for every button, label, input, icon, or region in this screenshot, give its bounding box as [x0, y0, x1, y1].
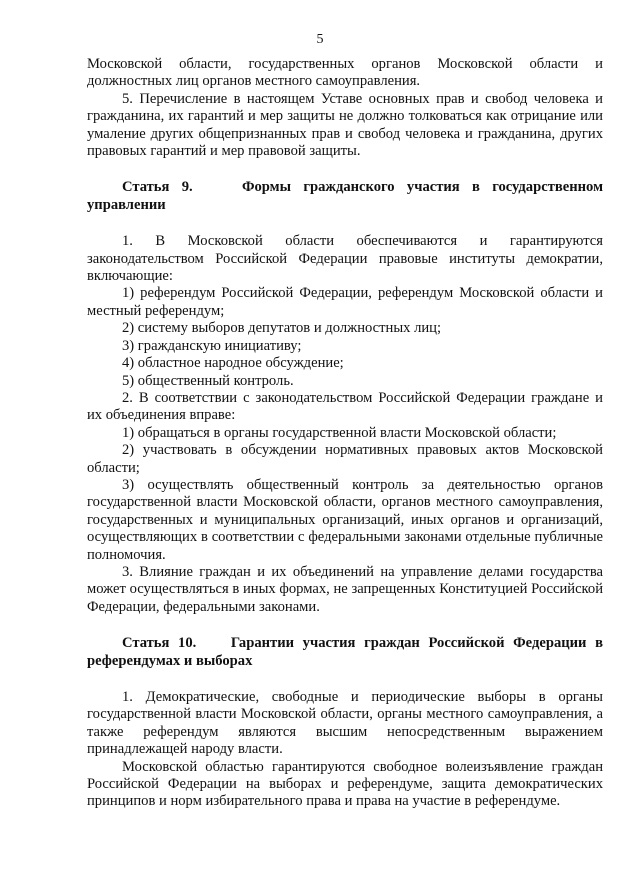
article-10-paragraph-2: Московской областью гарантируются свободное волеизъявление граждан Российской Федерации на выборах и референдуме, защита демократических принципов и норм избирательного права и права на участие в референдуме. — [87, 758, 603, 810]
article-10-label: Статья 10. — [122, 635, 197, 652]
article-9-paragraph-1: 1. В Московской области обеспечиваются и гарантируются законодательством Российской Федерации правовые институты демократии, включающие: — [87, 233, 603, 285]
article-9-paragraph-3: 3. Влияние граждан и их объединений на управление делами государства может осуществляться в иных формах, не запрещенных Конституцией Российской Федерации, федеральными законами. — [87, 563, 603, 615]
list-item: 3) гражданскую инициативу; — [122, 337, 302, 354]
continuation-paragraph: Московской области, государственных органов Московской области и должностных лиц органов местного самоуправления. — [87, 56, 603, 90]
article-9-paragraph-2: 2. В соответствии с законодательством Российской Федерации граждане и их объединения вправе: — [87, 389, 603, 424]
page-number: 5 — [316, 32, 324, 47]
article-9-heading — [87, 179, 603, 214]
article-9-title: Формы гражданского участия в государственном управлении — [87, 179, 604, 213]
list-item: 4) областное народное обсуждение; — [122, 355, 344, 372]
list-item: 2) участвовать в обсуждении нормативных правовых актов Московской области; — [87, 442, 603, 476]
list-item: 3) осуществлять общественный контроль за деятельностью органов государственной власти Московской области, органов местного самоуправления, государственных и муниципальных организаций, иных органов и организаций, осуществляющих в соответствии с федеральными законами отдельные публичные полномочия. — [87, 476, 603, 563]
article-10-paragraph-1: 1. Демократические, свободные и периодические выборы в органы государственной власти Московской области, органы местного самоуправления, а также референдум являются высшим непосредственным выражением принадлежащей народу власти. — [87, 689, 603, 758]
list-item: 2) систему выборов депутатов и должностных лиц; — [122, 320, 442, 337]
list-item: 1) референдум Российской Федерации, референдум Московской области и местный референдум; — [87, 285, 603, 319]
document-body — [87, 56, 603, 811]
article-10-heading — [87, 635, 603, 670]
article-9-label: Статья 9. — [122, 179, 193, 196]
item-5-paragraph: 5. Перечисление в настоящем Уставе основных прав и свобод человека и гражданина, их гарантий и мер защиты не должно толковаться как отрицание или умаление других общепризнанных прав и свобод человека и гражданина, других правовых гарантий и мер правовой защиты. — [87, 90, 603, 160]
article-10-title: Гарантии участия граждан Российской Федерации в референдумах и выборах — [87, 635, 603, 669]
list-item: 1) обращаться в органы государственной власти Московской области; — [122, 424, 557, 441]
list-item: 5) общественный контроль. — [122, 372, 294, 389]
